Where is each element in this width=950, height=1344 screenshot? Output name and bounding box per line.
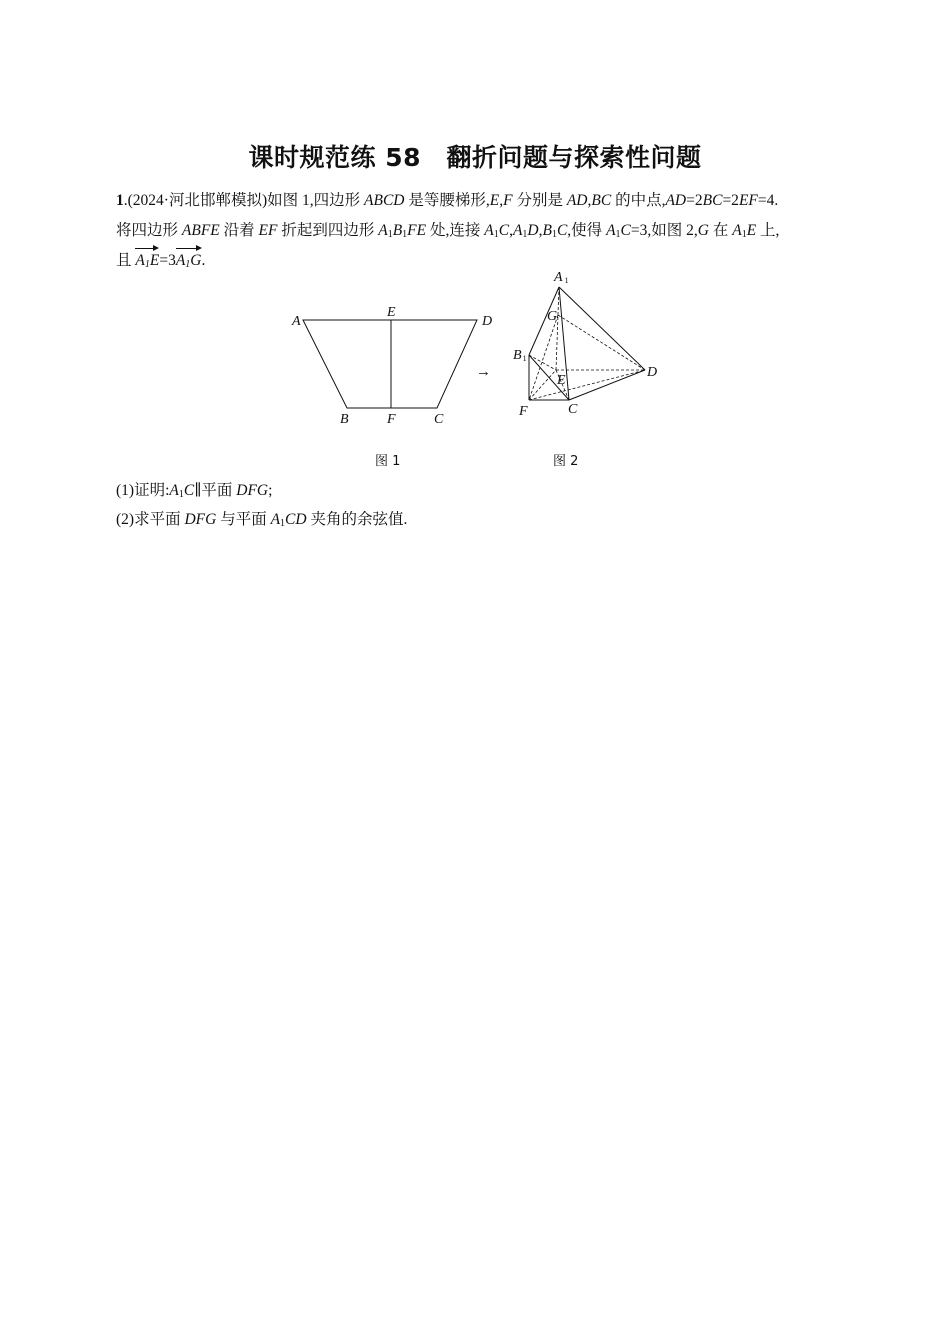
problem-line-3: 且 $A_1E=3A_1G$. xyxy=(116,252,206,270)
figure-2-folded-solid xyxy=(505,265,675,425)
label-D2: D xyxy=(647,365,658,380)
question-2: (2)求平面 DFG 与平面 $A_1CD$ 夹角的余弦值. xyxy=(116,511,408,529)
label-B: B xyxy=(340,412,349,427)
problem-line1-body: 如图 1,四边形 ABCD 是等腰梯形,E,F 分别是 AD,BC 的中点,AD=2BC=2EF=4. xyxy=(267,192,779,209)
label-D: D xyxy=(482,314,493,329)
label-F: F xyxy=(387,412,396,427)
label-E: E xyxy=(387,305,396,320)
label-B1: B1 xyxy=(513,348,527,363)
vector-a1e: $A_1E$ xyxy=(135,252,160,270)
figure-1-caption: 图 1 xyxy=(375,454,401,469)
label-A: A xyxy=(292,314,301,329)
label-A1: A 1 xyxy=(554,270,569,285)
problem-number: 1 xyxy=(116,192,124,209)
arrow-icon: → xyxy=(476,364,491,380)
trapezoid-abcd xyxy=(303,320,477,408)
label-C: C xyxy=(434,412,444,427)
vector-a1g: $A_1G$ xyxy=(175,252,202,270)
page-title: 课时规范练 58 翻折问题与探索性问题 xyxy=(248,143,702,172)
label-E2: E xyxy=(557,373,566,388)
problem-source: .(2024·河北邯郸模拟) xyxy=(123,192,268,209)
figure-1-trapezoid xyxy=(285,300,505,430)
problem-line-1 xyxy=(116,188,778,210)
figure-2-caption: 图 2 xyxy=(553,454,579,469)
label-C2: C xyxy=(568,402,578,417)
question-1: (1)证明$:A_1C\parallel$平面 DFG; xyxy=(116,482,273,500)
label-F2: F xyxy=(519,404,528,419)
label-G: G xyxy=(547,309,558,324)
problem-line-2: 将四边形 ABFE 沿着 EF 折起到四边形 $A_1B_1FE$ 处,连接 $A_1C,A_1D,B_1C$,使得 $A_1C=3$,如图 2,G 在 $A_1E$ 上, xyxy=(116,222,780,240)
